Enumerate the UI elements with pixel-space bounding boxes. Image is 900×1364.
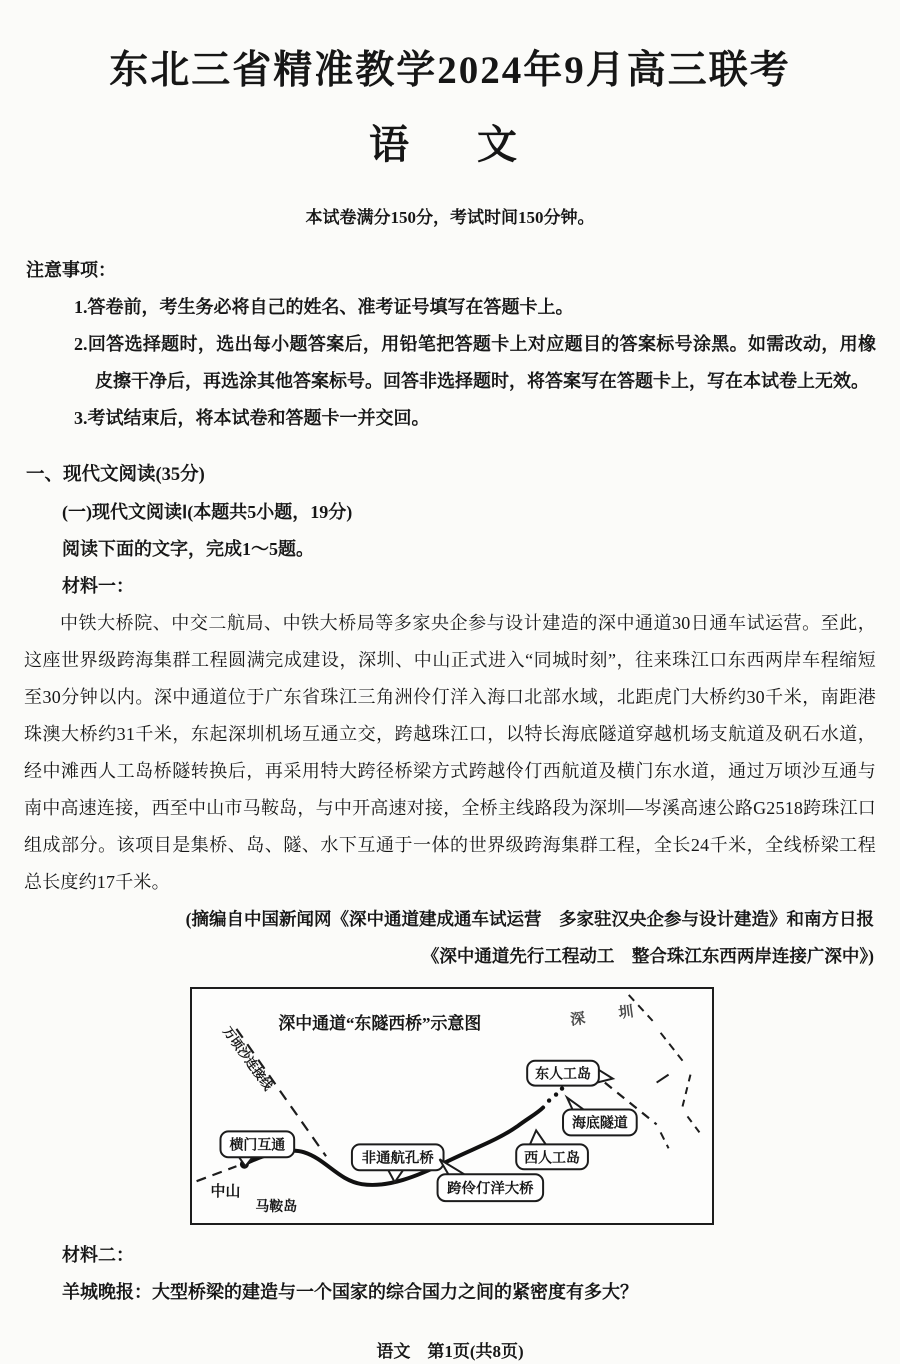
reading-instruction: 阅读下面的文字，完成1～5题。: [62, 538, 314, 559]
subsection-heading: (一)现代文阅读Ⅰ(本题共5小题，19分): [62, 501, 353, 522]
diagram-title: 深中通道“东隧西桥”示意图: [278, 1013, 482, 1033]
notice-item: 1.答卷前，考生务必将自己的姓名、准考证号填写在答题卡上。: [74, 296, 574, 317]
svg-text:西人工岛: 西人工岛: [524, 1151, 580, 1167]
tunnel-dot: [547, 1098, 551, 1102]
callout-hengmen-interchange: [220, 1131, 294, 1166]
notice-heading: 注意事项：: [26, 259, 116, 280]
tunnel-dot: [560, 1086, 564, 1090]
shenzhen-label: 深圳: [569, 999, 669, 1029]
callout-east-artificial-island: [527, 1060, 613, 1085]
route-diagram: [190, 987, 714, 1225]
svg-text:横门互通: 横门互通: [229, 1138, 286, 1154]
maan-island-label: 马鞍岛: [255, 1199, 298, 1215]
svg-text:东人工岛: 东人工岛: [535, 1067, 591, 1083]
notice-item: 2.回答选择题时，选出每小题答案后，用铅笔把答题卡上对应题目的答案标号涂黑。如需改动，用橡皮擦干净后，再选涂其他答案标号。回答非选择题时，将答案写在答题卡上，写在本试卷上无效。: [74, 333, 876, 391]
zhongshan-label: 中山: [210, 1183, 241, 1200]
notice-item: 3.考试结束后，将本试卷和答题卡一并交回。: [74, 407, 430, 428]
callout-non-navigable-bridge: [352, 1144, 444, 1182]
material-two-text: 羊城晚报：大型桥梁的建造与一个国家的综合国力之间的紧密度有多大？: [62, 1281, 638, 1302]
page-footer: 语文 第1页(共8页): [376, 1341, 524, 1361]
coastline-stroke: [657, 1074, 669, 1082]
svg-text:非通航孔桥: 非通航孔桥: [361, 1150, 434, 1167]
tunnel-dot: [554, 1092, 558, 1096]
material-one-label: 材料一：: [62, 575, 134, 596]
section-one-heading: 一、现代文阅读(35分): [26, 464, 205, 485]
wanqingsha-line-label: 万顷沙连接线: [220, 1024, 276, 1093]
zhongshan-coast-dash: [197, 1166, 237, 1181]
coastline-dash: [683, 1074, 691, 1106]
page-title: 东北三省精准教学2024年9月高三联考: [109, 49, 791, 92]
material-one-paragraph: 中铁大桥院、中交二航局、中铁大桥局等多家央企参与设计建造的深中通道30日通车试运营。至此，这座世界级跨海集群工程圆满完成建设，深圳、中山正式进入“同城时刻”，往来珠江口东西两岸车程缩短至30分钟以内。深中通道位于广东省珠江三角洲伶仃洋入海口北部水域，北距虎门大桥约30千米，南距港珠澳大桥约31千米，东起深圳机场互通立交，跨越珠江口，以特长海底隧道穿越机场支航道及矾石水道，经中滩西人工岛桥隧转换后，再采用特大跨径桥梁方式跨越伶仃西航道及横门东水道，通过万顷沙互通与南中高速连接，西至中山市马鞍岛，与中开高速对接，全桥主线路段为深圳—岑溪高速公路G2518跨珠江口组成部分。该项目是集桥、岛、隧、水下互通于一体的世界级跨海集群工程，全长24千米，全线桥梁工程总长度约17千米。: [24, 612, 876, 892]
svg-text:海底隧道: 海底隧道: [571, 1116, 628, 1132]
coastline-dash: [661, 1033, 683, 1061]
material-two-label: 材料二：: [62, 1244, 134, 1265]
tunnel-dashed-line: [661, 1132, 669, 1148]
exam-info-line: 本试卷满分150分，考试时间150分钟。: [305, 207, 595, 227]
citation-line-1: (摘编自中国新闻网《深中通道建成通车试运营 多家驻汉央企参与设计建造》和南方日报: [185, 908, 874, 929]
subject-title: 语 文: [369, 121, 531, 167]
citation-line-2: 《深中通道先行工程动工 整合珠江东西两岸连接广深中》): [421, 945, 874, 966]
coastline-dash: [687, 1116, 702, 1136]
svg-text:跨伶仃洋大桥: 跨伶仃洋大桥: [447, 1180, 534, 1197]
callout-undersea-tunnel: [563, 1097, 637, 1135]
